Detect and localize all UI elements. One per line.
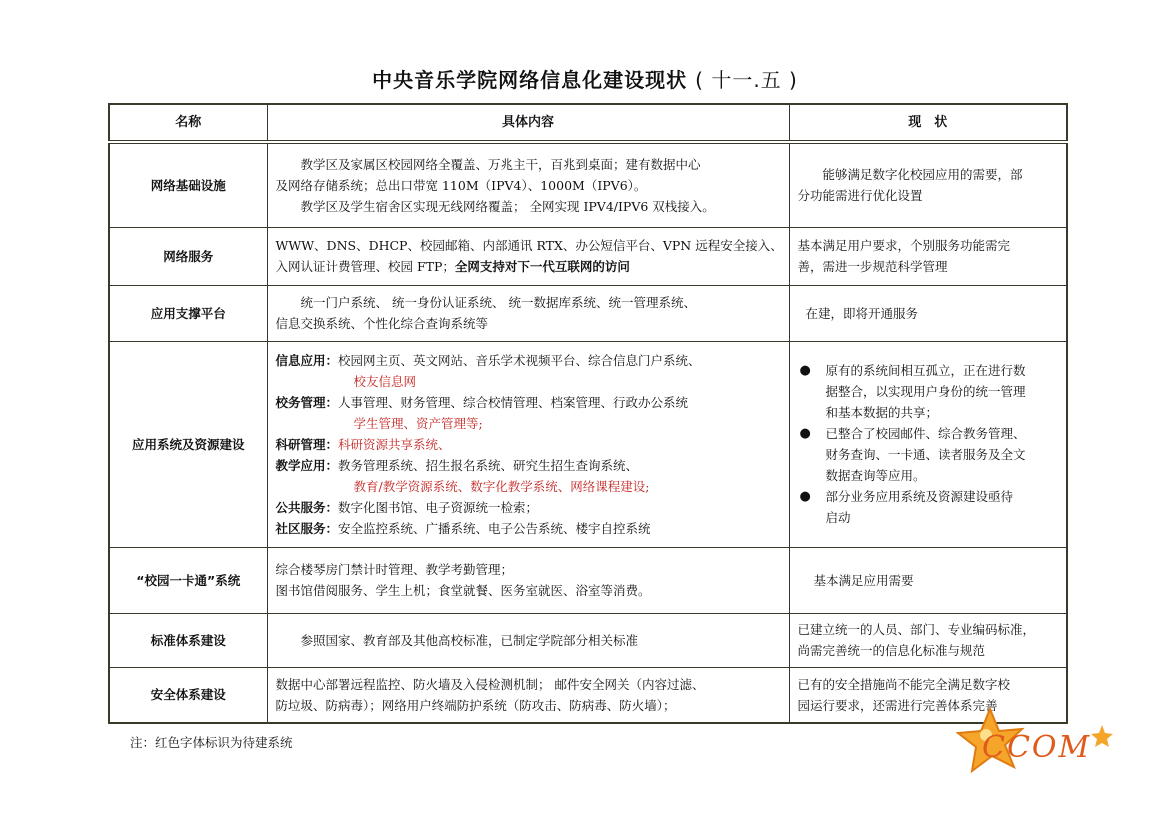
row-status: [789, 613, 1067, 667]
row-status: [789, 227, 1067, 285]
status-line: 能够满足数字化校园应用的需要，部: [822, 167, 1023, 183]
list-item: [276, 518, 781, 539]
bullet-icon: ●: [799, 489, 811, 504]
status-line: 善，需进一步规范科学管理: [797, 259, 948, 274]
status-line: 园运行要求，还需进行完善体系完善: [797, 697, 998, 713]
item-label: 信息应用：: [275, 352, 339, 368]
row-name: 安全体系建设: [109, 667, 267, 723]
status-line: 据整合，以实现用户身份的统一管理: [825, 384, 1026, 399]
bullet-icon: ●: [799, 363, 811, 378]
footnote: 注：红色字体标识为待建系统: [130, 735, 293, 750]
item-red-text: 学生管理、资产管理等;: [353, 415, 483, 431]
row-name: 应用支撑平台: [109, 285, 267, 341]
status-line: 原有的系统间相互孤立，正在进行数: [825, 363, 1026, 378]
item-red-text: 科研资源共享系统、: [338, 436, 451, 452]
status-table: [108, 103, 1068, 724]
table-row: [109, 613, 1067, 667]
content-line: 防垃圾、防病毒）；网络用户终端防护系统（防攻击、防病毒、防火墙）；: [275, 697, 676, 713]
item-label: 教学应用：: [275, 457, 339, 473]
table-row: [109, 227, 1067, 285]
content-line: [276, 256, 781, 277]
list-item: [276, 350, 781, 371]
content-line: WWW、DNS、DHCP、校园邮箱、内部通讯 RTX、办公短信平台、VPN 远程安全接入、: [275, 238, 783, 253]
bullet-icon: ●: [799, 426, 811, 441]
logo-text: CCOM: [982, 730, 1092, 765]
content-line: 教学区及学生宿舍区实现无线网络覆盖； 全网实现 IPV4/IPV6 双栈接入。: [300, 198, 715, 214]
status-line: 数据查询等应用。: [825, 468, 926, 483]
content-line: 教学区及家属区校园网络全覆盖、万兆主干，百兆到桌面；建有数据中心: [300, 156, 701, 172]
item-text: 数字化图书馆、电子资源统一检索；: [338, 499, 539, 515]
status-line: 已整合了校园邮件、综合教务管理、: [825, 426, 1026, 441]
row-status: [789, 547, 1067, 613]
status-line: 在建，即将开通服务: [805, 305, 919, 321]
content-bold-text: 全网支持对下一代互联网的访问: [454, 259, 630, 274]
table-row: [109, 142, 1067, 227]
content-line: 综合楼琴房门禁计时管理、教学考勤管理；: [275, 562, 514, 577]
row-content: [267, 142, 789, 227]
item-text: 教务管理系统、招生报名系统、研究生招生查询系统、: [338, 457, 639, 473]
page-title: [0, 64, 1170, 93]
status-list-item: [798, 423, 1059, 486]
content-line: 统一门户系统、 统一身份认证系统、 统一数据库系统、统一管理系统、: [300, 295, 696, 310]
row-name: 网络服务: [109, 227, 267, 285]
title-sub: ( 十一.五 ): [695, 68, 798, 92]
status-line: 分功能需进行优化设置: [797, 188, 923, 204]
item-text: 安全监控系统、广播系统、电子公告系统、楼宇自控系统: [338, 520, 651, 536]
item-label: 公共服务：: [275, 499, 339, 515]
content-text: 入网认证计费管理、校园 FTP；: [275, 259, 455, 274]
content-line: 图书馆借阅服务、学生上机；食堂就餐、医务室就医、浴室等消费。: [275, 583, 651, 598]
list-item: [276, 434, 781, 455]
item-red-text: 校友信息网: [353, 373, 417, 389]
status-line: 已有的安全措施尚不能完全满足数字校: [797, 676, 1011, 692]
list-item: [276, 392, 781, 413]
status-list-item: [798, 486, 1059, 528]
item-label: 校务管理：: [275, 394, 339, 410]
status-line: 启动: [825, 510, 851, 525]
row-status: [789, 285, 1067, 341]
item-red-text: 教育/教学资源系统、数字化教学系统、网络课程建设;: [353, 478, 650, 494]
status-line: 基本满足应用需要: [813, 572, 914, 588]
ccom-logo: [952, 705, 1122, 785]
content-line: 参照国家、教育部及其他高校标准，已制定学院部分相关标准: [300, 632, 639, 648]
row-content: [267, 547, 789, 613]
row-name: 网络基础设施: [109, 142, 267, 227]
status-line: 财务查询、一卡通、读者服务及全文: [825, 447, 1026, 462]
status-list: [798, 360, 1059, 528]
status-line: 和基本数据的共享；: [825, 405, 939, 420]
title-main: 中央音乐学院网络信息化建设现状: [372, 68, 688, 92]
list-item: [276, 497, 781, 518]
status-line: 尚需完善统一的信息化标准与规范: [797, 643, 986, 658]
row-content: [267, 227, 789, 285]
item-text: 人事管理、财务管理、综合校情管理、档案管理、行政办公系统: [338, 394, 689, 410]
table-row: [109, 285, 1067, 341]
row-status: [789, 142, 1067, 227]
row-content: [267, 285, 789, 341]
table-row: [109, 667, 1067, 723]
row-status: [789, 341, 1067, 547]
list-item: [276, 455, 781, 476]
table-row: [109, 547, 1067, 613]
item-text: 校园网主页、英文网站、音乐学术视频平台、综合信息门户系统、: [338, 352, 701, 368]
header-status: 现 状: [789, 104, 1067, 142]
header-content: 具体内容: [267, 104, 789, 142]
table-header-row: [109, 104, 1067, 142]
row-content: [267, 667, 789, 723]
status-line: 已建立统一的人员、部门、专业编码标准，: [797, 622, 1036, 637]
status-line: 基本满足用户要求，个别服务功能需完: [797, 238, 1011, 253]
item-label: 科研管理：: [275, 436, 339, 452]
row-content: [267, 341, 789, 547]
row-name: 应用系统及资源建设: [109, 341, 267, 547]
status-list-item: [798, 360, 1059, 423]
content-line: 数据中心部署远程监控、防火墙及入侵检测机制； 邮件安全网关（内容过滤、: [275, 676, 705, 692]
row-content: [267, 613, 789, 667]
row-name: “校园一卡通”系统: [109, 547, 267, 613]
table-row: [109, 341, 1067, 547]
item-label: 社区服务：: [275, 520, 339, 536]
row-name: 标准体系建设: [109, 613, 267, 667]
header-name: 名称: [109, 104, 267, 142]
content-line: 及网络存储系统；总出口带宽 110M（IPV4）、1000M（IPV6）。: [275, 177, 647, 193]
content-line: 信息交换系统、个性化综合查询系统等: [275, 316, 489, 331]
sparkle-icon: [1091, 725, 1113, 747]
status-line: 部分业务应用系统及资源建设亟待: [825, 489, 1014, 504]
